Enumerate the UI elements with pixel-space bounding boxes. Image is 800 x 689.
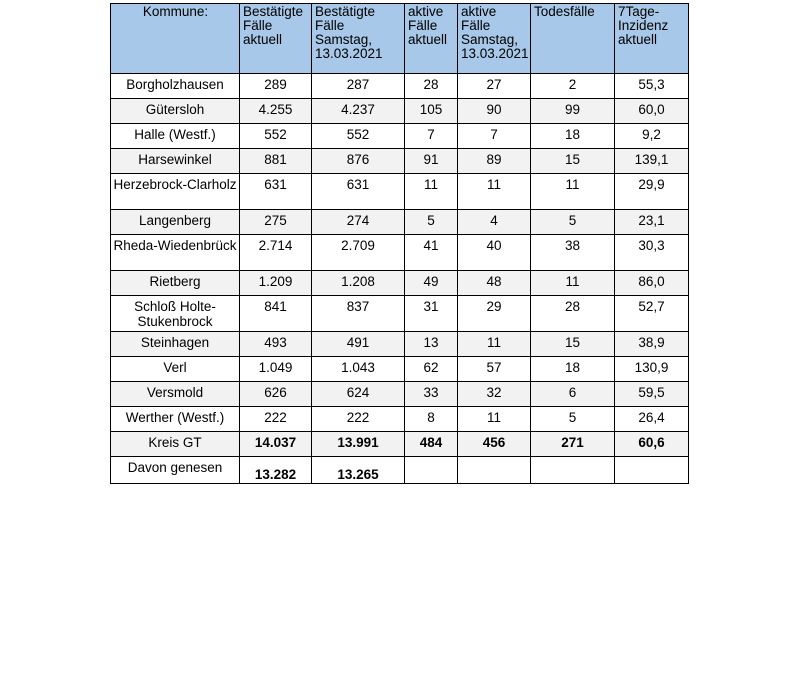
cell-kommune: Langenberg <box>111 210 240 235</box>
cell-value: 38,9 <box>615 332 689 357</box>
cell-value: 32 <box>458 382 531 407</box>
cell-value: 11 <box>405 174 458 210</box>
cell-value: 7 <box>458 124 531 149</box>
cell-total-value: 14.037 <box>240 432 312 457</box>
cell-value: 5 <box>531 407 615 432</box>
cell-value: 4 <box>458 210 531 235</box>
table-row <box>111 271 689 296</box>
header-active-current: aktive Fälle aktuell <box>405 4 458 74</box>
table-row <box>111 332 689 357</box>
cell-value: 28 <box>405 74 458 99</box>
recovered-row <box>111 457 689 484</box>
cell-total-value: 271 <box>531 432 615 457</box>
cell-value: 552 <box>240 124 312 149</box>
cell-value: 41 <box>405 235 458 271</box>
cell-value: 62 <box>405 357 458 382</box>
header-confirmed-saturday: Bestätigte Fälle Samstag, 13.03.2021 <box>312 4 405 74</box>
cell-value: 4.255 <box>240 99 312 124</box>
cell-recovered-value: 13.282 <box>240 457 312 484</box>
cell-kommune: Schloß Holte-Stukenbrock <box>111 296 240 332</box>
table-row <box>111 357 689 382</box>
cell-value: 18 <box>531 357 615 382</box>
cell-value: 222 <box>240 407 312 432</box>
cell-value: 55,3 <box>615 74 689 99</box>
header-kommune: Kommune: <box>111 4 240 74</box>
cell-value: 841 <box>240 296 312 332</box>
cell-value: 48 <box>458 271 531 296</box>
cell-kommune: Versmold <box>111 382 240 407</box>
cell-value: 23,1 <box>615 210 689 235</box>
cell-kommune: Kreis GT <box>111 432 240 457</box>
cell-empty <box>615 457 689 484</box>
cell-kommune: Werther (Westf.) <box>111 407 240 432</box>
cell-value: 1.049 <box>240 357 312 382</box>
cell-value: 86,0 <box>615 271 689 296</box>
cell-value: 27 <box>458 74 531 99</box>
table-row <box>111 210 689 235</box>
cell-kommune: Harsewinkel <box>111 149 240 174</box>
table-row <box>111 149 689 174</box>
cell-value: 60,0 <box>615 99 689 124</box>
cell-value: 59,5 <box>615 382 689 407</box>
cell-value: 2 <box>531 74 615 99</box>
cell-value: 493 <box>240 332 312 357</box>
cell-value: 626 <box>240 382 312 407</box>
table-row <box>111 99 689 124</box>
table-row <box>111 407 689 432</box>
cell-kommune: Halle (Westf.) <box>111 124 240 149</box>
cell-value: 139,1 <box>615 149 689 174</box>
cell-value: 28 <box>531 296 615 332</box>
cell-value: 89 <box>458 149 531 174</box>
cell-total-value: 484 <box>405 432 458 457</box>
cell-value: 1.209 <box>240 271 312 296</box>
cell-value: 1.208 <box>312 271 405 296</box>
cell-value: 15 <box>531 149 615 174</box>
cell-value: 2.709 <box>312 235 405 271</box>
cell-value: 11 <box>458 332 531 357</box>
cell-value: 40 <box>458 235 531 271</box>
cell-value: 99 <box>531 99 615 124</box>
cell-value: 881 <box>240 149 312 174</box>
cell-recovered-value: 13.265 <box>312 457 405 484</box>
cell-value: 30,3 <box>615 235 689 271</box>
covid-cases-table <box>110 3 689 484</box>
cell-value: 2.714 <box>240 235 312 271</box>
cell-value: 13 <box>405 332 458 357</box>
cell-value: 18 <box>531 124 615 149</box>
header-active-saturday: aktive Fälle Samstag, 13.03.2021 <box>458 4 531 74</box>
header-incidence: 7Tage-Inzidenz aktuell <box>615 4 689 74</box>
cell-kommune: Herzebrock-Clarholz <box>111 174 240 210</box>
cell-value: 11 <box>531 271 615 296</box>
cell-value: 49 <box>405 271 458 296</box>
cell-value: 52,7 <box>615 296 689 332</box>
cell-value: 90 <box>458 99 531 124</box>
cell-value: 275 <box>240 210 312 235</box>
cell-empty <box>458 457 531 484</box>
header-deaths: Todesfälle <box>531 4 615 74</box>
table-row <box>111 235 689 271</box>
table-header-row <box>111 4 689 74</box>
cell-kommune: Steinhagen <box>111 332 240 357</box>
cell-value: 5 <box>405 210 458 235</box>
table-row <box>111 382 689 407</box>
cell-total-value: 60,6 <box>615 432 689 457</box>
cell-kommune: Rheda-Wiedenbrück <box>111 235 240 271</box>
cell-value: 130,9 <box>615 357 689 382</box>
cell-value: 8 <box>405 407 458 432</box>
cell-value: 274 <box>312 210 405 235</box>
cell-value: 33 <box>405 382 458 407</box>
cell-value: 7 <box>405 124 458 149</box>
cell-value: 837 <box>312 296 405 332</box>
cell-kommune: Davon genesen <box>111 457 240 484</box>
table-row <box>111 74 689 99</box>
cell-value: 4.237 <box>312 99 405 124</box>
cell-value: 491 <box>312 332 405 357</box>
cell-kommune: Verl <box>111 357 240 382</box>
table-row <box>111 296 689 332</box>
cell-kommune: Gütersloh <box>111 99 240 124</box>
cell-value: 29 <box>458 296 531 332</box>
cell-value: 105 <box>405 99 458 124</box>
cell-value: 31 <box>405 296 458 332</box>
cell-value: 287 <box>312 74 405 99</box>
total-row <box>111 432 689 457</box>
cell-total-value: 13.991 <box>312 432 405 457</box>
cell-value: 9,2 <box>615 124 689 149</box>
cell-kommune: Borgholzhausen <box>111 74 240 99</box>
cell-value: 91 <box>405 149 458 174</box>
cell-value: 38 <box>531 235 615 271</box>
cell-value: 11 <box>458 407 531 432</box>
cell-value: 624 <box>312 382 405 407</box>
cell-value: 11 <box>531 174 615 210</box>
cell-empty <box>531 457 615 484</box>
cell-total-value: 456 <box>458 432 531 457</box>
cell-empty <box>405 457 458 484</box>
cell-kommune: Rietberg <box>111 271 240 296</box>
table-row <box>111 174 689 210</box>
cell-value: 29,9 <box>615 174 689 210</box>
cell-value: 876 <box>312 149 405 174</box>
header-confirmed-current: Bestätigte Fälle aktuell <box>240 4 312 74</box>
cell-value: 289 <box>240 74 312 99</box>
cell-value: 552 <box>312 124 405 149</box>
cell-value: 222 <box>312 407 405 432</box>
cell-value: 631 <box>240 174 312 210</box>
cell-value: 5 <box>531 210 615 235</box>
cell-value: 57 <box>458 357 531 382</box>
cell-value: 15 <box>531 332 615 357</box>
cell-value: 26,4 <box>615 407 689 432</box>
cell-value: 1.043 <box>312 357 405 382</box>
table-row <box>111 124 689 149</box>
cell-value: 6 <box>531 382 615 407</box>
cell-value: 11 <box>458 174 531 210</box>
cell-value: 631 <box>312 174 405 210</box>
